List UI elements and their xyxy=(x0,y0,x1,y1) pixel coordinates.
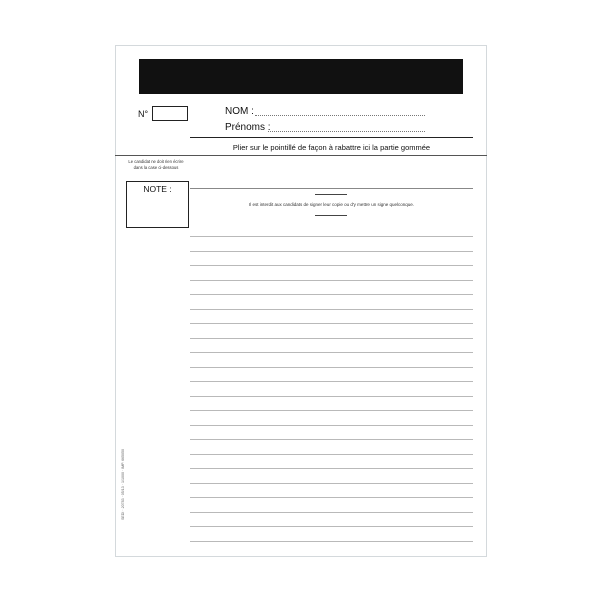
prenoms-line[interactable] xyxy=(268,131,425,132)
writing-line[interactable] xyxy=(190,454,473,455)
writing-line[interactable] xyxy=(190,251,473,252)
writing-line[interactable] xyxy=(190,497,473,498)
nom-label: NOM : xyxy=(225,106,254,117)
writing-line[interactable] xyxy=(190,338,473,339)
fold-rule-top xyxy=(190,137,473,138)
fold-rule-bottom xyxy=(115,155,487,156)
warning-text: Il est interdit aux candidats de signer leur copie ou d'y mettre un signe quelconque. xyxy=(249,202,414,207)
writing-line[interactable] xyxy=(190,309,473,310)
writing-line[interactable] xyxy=(190,396,473,397)
nom-line[interactable] xyxy=(255,115,425,116)
writing-line[interactable] xyxy=(190,410,473,411)
writing-line[interactable] xyxy=(190,323,473,324)
note-label: NOTE : xyxy=(143,184,172,194)
writing-line[interactable] xyxy=(190,367,473,368)
side-code: SEDI · 20783 · 05/13 · 1/1000 · IMP. 665050 xyxy=(121,448,125,520)
writing-line[interactable] xyxy=(190,280,473,281)
writing-line[interactable] xyxy=(190,381,473,382)
writing-line[interactable] xyxy=(190,352,473,353)
number-box[interactable] xyxy=(152,106,188,121)
prenoms-label: Prénoms : xyxy=(225,122,271,133)
writing-line[interactable] xyxy=(190,526,473,527)
writing-line[interactable] xyxy=(190,439,473,440)
writing-line[interactable] xyxy=(190,294,473,295)
candidate-notice: Le candidat ne doit rien écrire dans la case ci-dessous xyxy=(128,159,184,170)
fold-instruction: Plier sur le pointillé de façon à rabattre ici la partie gommée xyxy=(232,143,431,152)
note-rule xyxy=(190,188,473,189)
warning-rule-bottom xyxy=(315,215,347,216)
writing-line[interactable] xyxy=(190,468,473,469)
number-label: N° xyxy=(138,109,149,119)
gummed-strip xyxy=(139,59,463,94)
writing-line[interactable] xyxy=(190,541,473,542)
writing-line[interactable] xyxy=(190,512,473,513)
writing-line[interactable] xyxy=(190,265,473,266)
note-box xyxy=(126,181,189,228)
writing-line[interactable] xyxy=(190,483,473,484)
writing-line[interactable] xyxy=(190,425,473,426)
warning-rule-top xyxy=(315,194,347,195)
answer-sheet xyxy=(115,45,487,557)
writing-line[interactable] xyxy=(190,236,473,237)
